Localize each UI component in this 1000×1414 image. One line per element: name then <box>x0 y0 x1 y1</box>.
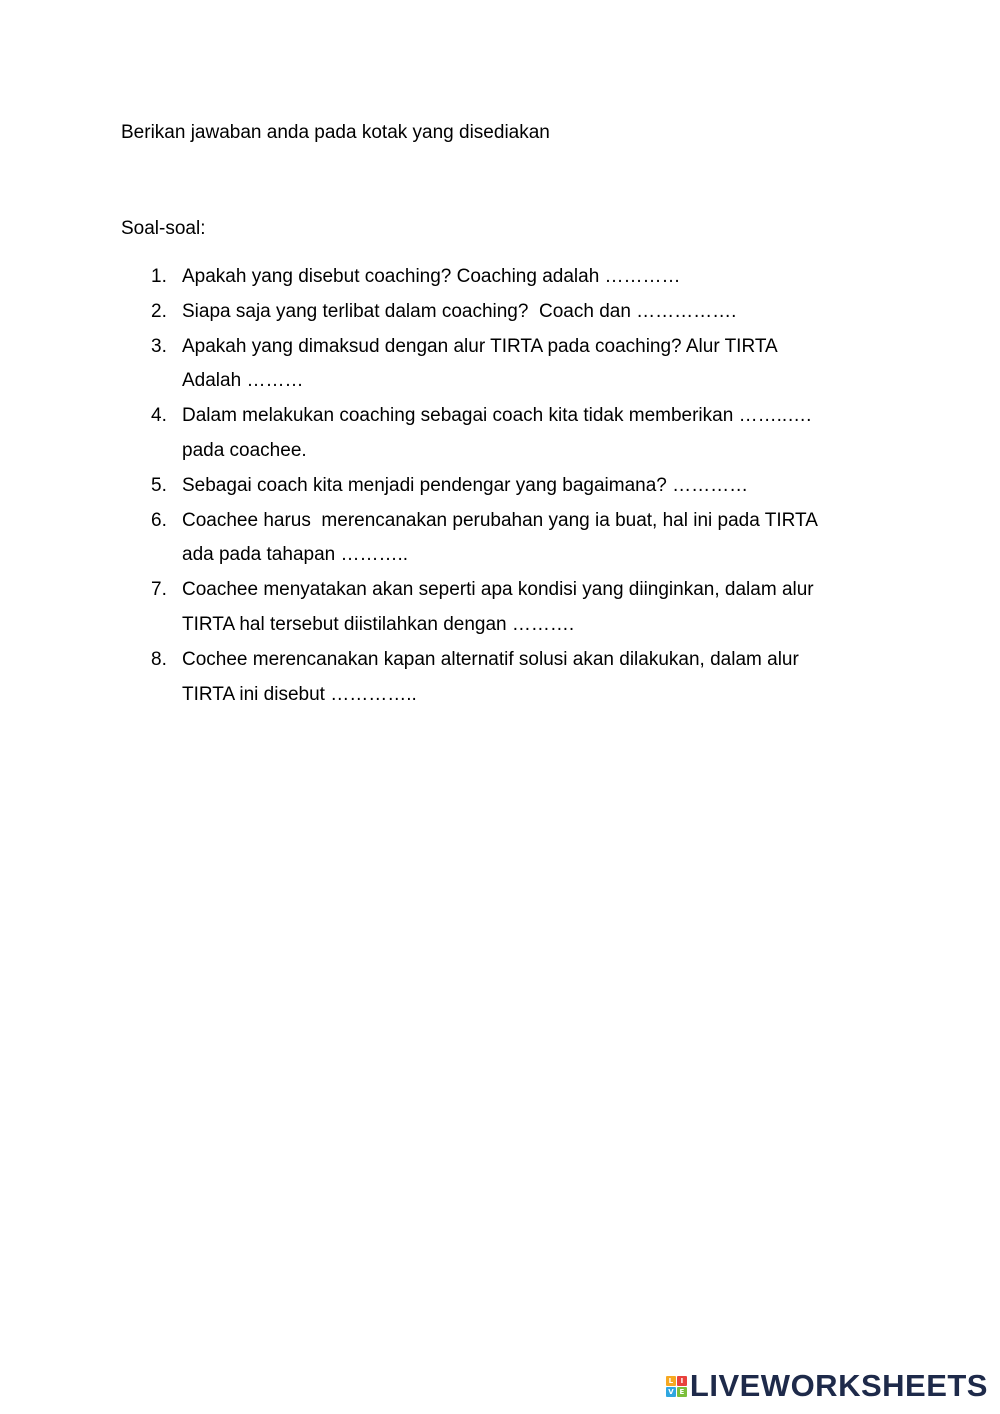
question-text-line: Siapa saja yang terlibat dalam coaching? Coach dan ……………. <box>182 300 737 322</box>
question-text-line: Apakah yang dimaksud dengan alur TIRTA pada coaching? Alur TIRTA <box>182 335 778 357</box>
question-item-6 <box>121 504 881 574</box>
logo-wordmark: LIVEWORKSHEETS <box>689 1368 988 1403</box>
question-number: 4. <box>151 405 167 427</box>
question-item-2 <box>121 295 881 330</box>
question-item-4 <box>121 399 881 469</box>
question-text-line: Sebagai coach kita menjadi pendengar yang bagaimana? ………… <box>182 474 749 496</box>
question-number: 6. <box>151 509 167 531</box>
question-text-line: Dalam melakukan coaching sebagai coach kita tidak memberikan ……..…. <box>182 405 812 427</box>
liveworksheets-logo-icon <box>666 1376 687 1397</box>
question-text-line: Cochee merencanakan kapan alternatif solusi akan dilakukan, dalam alur <box>182 648 799 670</box>
question-item-1 <box>121 260 881 295</box>
logo-mark-tile: V <box>666 1387 676 1397</box>
question-text-line: TIRTA ini disebut ………….. <box>182 683 417 705</box>
question-item-8 <box>121 643 881 713</box>
question-number: 8. <box>151 648 167 670</box>
section-title: Soal-soal: <box>121 218 206 239</box>
question-item-3 <box>121 330 881 400</box>
question-number: 3. <box>151 335 167 357</box>
question-text-line: Apakah yang disebut coaching? Coaching adalah ………… <box>182 266 681 287</box>
question-list <box>121 260 881 712</box>
question-text-line: Coachee harus merencanakan perubahan yang ia buat, hal ini pada TIRTA <box>182 509 818 531</box>
question-number: 1. <box>151 266 167 287</box>
instruction-text: Berikan jawaban anda pada kotak yang disediakan <box>121 122 550 143</box>
question-text-line: Adalah ……… <box>182 370 304 392</box>
liveworksheets-logo <box>666 1368 988 1404</box>
logo-mark-tile: I <box>677 1376 687 1386</box>
question-text-line: pada coachee. <box>182 439 307 461</box>
question-item-7 <box>121 573 881 643</box>
question-number: 7. <box>151 579 167 601</box>
question-text-line: Coachee menyatakan akan seperti apa kondisi yang diinginkan, dalam alur <box>182 579 814 601</box>
question-number: 2. <box>151 300 167 322</box>
question-number: 5. <box>151 474 167 496</box>
logo-mark-tile: L <box>666 1376 676 1386</box>
logo-mark-tile: E <box>677 1387 687 1397</box>
question-text-line: ada pada tahapan ……….. <box>182 544 409 566</box>
question-item-5 <box>121 469 881 504</box>
question-text-line: TIRTA hal tersebut diistilahkan dengan ………. <box>182 613 575 635</box>
